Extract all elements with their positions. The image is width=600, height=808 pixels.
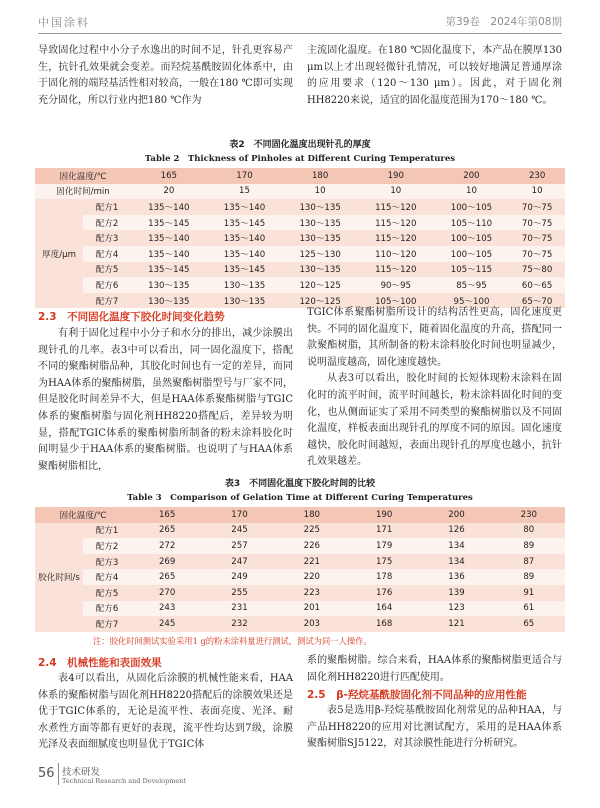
table-header-row [35, 168, 565, 184]
table-cell: 10 [509, 184, 565, 200]
formula-name: 配方1 [83, 523, 131, 539]
table-cell: 272 [131, 538, 203, 554]
formula-name: 配方3 [83, 230, 131, 246]
formula-name: 配方4 [83, 246, 131, 262]
table-cell: 134 [420, 554, 492, 570]
table-cell: 220 [276, 569, 348, 585]
table-cell: 179 [348, 538, 420, 554]
table-cell: 75～80 [509, 262, 565, 278]
table-cell: 175 [348, 554, 420, 570]
table-cell: 105～110 [434, 215, 510, 231]
table-cell: 135～145 [131, 215, 207, 231]
section-2-3-left-text: 有利于固化过程中小分子和水分的排出，减少涂膜出现针孔的几率。表3中可以看出，同一固化温度下，搭配不同的聚酯树脂品种，其胶化时间也有一定的差异，而同为HAA体系的聚酯树脂，虽然聚酯树脂型号与厂家不同，但是胶化时间差异不大，但是HAA体系聚酯树脂与TGIC体系的聚酯树脂与固化剂HH8220搭配后，差异较为明显，搭配TGIC体系的聚酯树脂所制备的粉末涂料胶化时间明显少于HAA体系的聚酯树脂。也说明了与HAA体系聚酯树脂相比， [38, 328, 293, 472]
table-cell: 115～120 [358, 230, 434, 246]
table-cell: 130～135 [282, 199, 358, 215]
table-cell: 135～140 [207, 230, 283, 246]
table-cell: 10 [282, 184, 358, 200]
table2 [35, 168, 565, 308]
table-cell: 226 [276, 538, 348, 554]
table-cell: 135～140 [131, 199, 207, 215]
table-cell: 171 [348, 523, 420, 539]
table3-block [35, 476, 565, 647]
table-row [35, 246, 565, 262]
table-cell: 70～75 [509, 215, 565, 231]
table-row [35, 184, 565, 200]
table-cell: 269 [131, 554, 203, 570]
table-cell: 126 [420, 523, 492, 539]
table3-note: 注：胶化时间测试实验采用1 g的粉末涂料量进行测试，测试为同一人操作。 [93, 635, 372, 646]
table-cell: 130～135 [207, 277, 283, 293]
table-header-row [35, 507, 565, 523]
table-cell: 243 [131, 601, 203, 617]
table-row [35, 215, 565, 231]
table-cell: 257 [203, 538, 275, 554]
formula-name: 配方1 [83, 199, 131, 215]
header-temp: 230 [509, 168, 565, 184]
issue-info: 第39卷 2024年第08期 [445, 16, 562, 28]
table-row [35, 523, 565, 539]
table-row [35, 230, 565, 246]
table-row [35, 538, 565, 554]
top-left-paragraph: 导致固化过程中小分子水逸出的时间不足，针孔更容易产生，抗针孔效果就会变差。而羟烷基酰胺固化体系中，由于固化剂的端羟基活性相对较高，一般在180 ℃即可实现充分固化，所以行业内把180 ℃作为 [38, 45, 293, 106]
table2-caption-en: Table 2 Thickness of Pinholes at Different Curing Temperatures [144, 154, 456, 164]
table-cell: 135～140 [131, 246, 207, 262]
table-cell: 65～70 [509, 293, 565, 309]
header-temp: 170 [203, 507, 275, 523]
table-cell: 121 [420, 616, 492, 632]
table-cell: 115～120 [358, 199, 434, 215]
table-cell: 120～125 [282, 293, 358, 309]
table-cell: 135～140 [131, 230, 207, 246]
header-temp: 165 [131, 168, 207, 184]
table2-block [35, 137, 565, 308]
footer-section-en: Technical Research and Development [62, 777, 187, 785]
section-2-5-text: 表5是选用β-羟烷基酰胺固化剂常见的品种HAA，与产品HH8220的应用对比测试配方，采用的是HAA体系聚酯树脂SJ5122，对其涂膜性能进行分析研究。 [307, 705, 562, 750]
formula-name: 配方5 [83, 585, 131, 601]
section-2-5-title: 2.5 β-羟烷基酰胺固化剂不同品种的应用性能 [307, 689, 527, 701]
table-cell: 80 [493, 523, 565, 539]
header-divider [38, 33, 562, 34]
formula-name: 配方5 [83, 262, 131, 278]
table-cell: 255 [203, 585, 275, 601]
table-cell: 231 [203, 601, 275, 617]
table-cell: 134 [420, 538, 492, 554]
table-cell: 168 [348, 616, 420, 632]
table-cell: 15 [207, 184, 283, 200]
table-cell: 115～120 [358, 262, 434, 278]
table-cell: 130～135 [282, 262, 358, 278]
table-cell: 105～100 [358, 293, 434, 309]
table-row [35, 554, 565, 570]
section-2-3-title: 2.3 不同固化温度下胶化时间变化趋势 [38, 311, 225, 323]
table-cell: 123 [420, 601, 492, 617]
table-row [35, 569, 565, 585]
section-2-4-title: 2.4 机械性能和表面效果 [38, 657, 162, 669]
formula-name: 配方6 [83, 277, 131, 293]
table-cell: 232 [203, 616, 275, 632]
table3-caption-en: Table 3 Comparison of Gelation Time at Different Curing Temperatures [127, 493, 473, 503]
table-cell: 135～145 [207, 262, 283, 278]
table-cell: 176 [348, 585, 420, 601]
table-cell: 95～100 [434, 293, 510, 309]
table3 [35, 507, 565, 632]
table-cell: 91 [493, 585, 565, 601]
formula-name: 配方6 [83, 601, 131, 617]
table-cell: 130～135 [282, 230, 358, 246]
formula-name: 配方4 [83, 569, 131, 585]
table-cell: 245 [203, 523, 275, 539]
header-label: 固化温度/℃ [35, 168, 131, 184]
table-cell: 90～95 [358, 277, 434, 293]
table-row [35, 277, 565, 293]
table-cell: 265 [131, 523, 203, 539]
section-2-4-left-text: 表4可以看出，从固化后涂膜的机械性能来看，HAA体系的聚酯树脂与固化剂HH8220搭配后的涂膜效果还是优于TGIC体系的，无论是流平性、表面亮度、光泽、耐水煮性方面等都有更好的表现，流平性均达到7级，涂膜光泽及表面细腻度也明显优于TGIC体 [38, 673, 293, 751]
table-cell: 89 [493, 538, 565, 554]
table-cell: 130～135 [131, 293, 207, 309]
table-cell: 270 [131, 585, 203, 601]
table-cell: 61 [493, 601, 565, 617]
table-cell: 203 [276, 616, 348, 632]
table-cell: 65 [493, 616, 565, 632]
table-cell: 164 [348, 601, 420, 617]
footer-divider [58, 763, 59, 785]
formula-name: 配方3 [83, 554, 131, 570]
header-temp: 180 [276, 507, 348, 523]
header-temp: 165 [131, 507, 203, 523]
group-label: 胶化时间/s [35, 523, 83, 632]
table-cell: 120～125 [282, 277, 358, 293]
table-cell: 89 [493, 569, 565, 585]
table-cell: 70～75 [509, 199, 565, 215]
table-cell: 130～135 [282, 215, 358, 231]
table-cell: 20 [131, 184, 207, 200]
table-cell: 247 [203, 554, 275, 570]
table-cell: 130～135 [131, 277, 207, 293]
table-cell: 70～75 [509, 246, 565, 262]
table-cell: 178 [348, 569, 420, 585]
row-label: 固化时间/min [35, 184, 131, 200]
table-cell: 223 [276, 585, 348, 601]
header-temp: 170 [207, 168, 283, 184]
table-cell: 135～145 [207, 215, 283, 231]
header-temp: 190 [348, 507, 420, 523]
journal-name: 中国涂料 [38, 16, 90, 29]
table-cell: 87 [493, 554, 565, 570]
table-cell: 201 [276, 601, 348, 617]
formula-name: 配方2 [83, 538, 131, 554]
header-temp: 180 [282, 168, 358, 184]
header-temp: 200 [420, 507, 492, 523]
top-right-paragraph: 主流固化温度。在180 ℃固化温度下，本产品在膜厚130 μm以上才出现轻微针孔情况，可以较好地满足普通厚涂的应用要求（120～130 μm）。因此，对于固化剂HH8220来说，适宜的固化温度范围为170～180 ℃。 [307, 45, 562, 106]
formula-name: 配方7 [83, 616, 131, 632]
table-cell: 130～135 [207, 293, 283, 309]
header-temp: 230 [493, 507, 565, 523]
table-cell: 221 [276, 554, 348, 570]
table-cell: 136 [420, 569, 492, 585]
page-number: 56 [38, 766, 55, 781]
table-cell: 249 [203, 569, 275, 585]
table-cell: 265 [131, 569, 203, 585]
table-row [35, 601, 565, 617]
table-cell: 245 [131, 616, 203, 632]
table-cell: 100～105 [434, 246, 510, 262]
table-cell: 135～145 [131, 262, 207, 278]
section-2-4-right-text: 系的聚酯树脂。综合来看，HAA体系的聚酯树脂更适合与固化剂HH8220进行匹配使用。 [307, 655, 562, 683]
section-2-3-right-text: TGIC体系聚酯树脂所设计的结构活性更高，固化速度更快。不同的固化温度下，随着固化温度的升高，搭配同一款聚酯树脂，其所制备的粉末涂料胶化时间也明显减少，说明温度越高，固化速度越快。 从表3可以看出，胶化时间的长短体现粉末涂料在固化时的流平时间，流平时间越长，粉末涂料固化时间的变化，也从侧面证实了采用不同类型的聚酯树脂以及不同固化温度，样板表面出现针孔的厚度不同的原因。固化速度越快，胶化时间越短，表面出现针孔的厚度也越小，抗针孔效果越差。 [307, 307, 562, 468]
table-cell: 225 [276, 523, 348, 539]
header-temp: 200 [434, 168, 510, 184]
footer-section-cn: 技术研发 [62, 767, 101, 778]
header-temp: 190 [358, 168, 434, 184]
table3-caption-cn: 表3 不同固化温度下胶化时间的比较 [224, 479, 376, 489]
table-cell: 60～65 [509, 277, 565, 293]
header-label: 固化温度/℃ [35, 507, 131, 523]
table-cell: 100～105 [434, 230, 510, 246]
formula-name: 配方2 [83, 215, 131, 231]
table-cell: 110～120 [358, 246, 434, 262]
table-cell: 135～140 [207, 246, 283, 262]
table-row [35, 262, 565, 278]
table-cell: 85～95 [434, 277, 510, 293]
table-cell: 139 [420, 585, 492, 601]
table-cell: 10 [434, 184, 510, 200]
table2-caption-cn: 表2 不同固化温度出现针孔的厚度 [229, 140, 371, 150]
table-cell: 70～75 [509, 230, 565, 246]
table-cell: 135～140 [207, 199, 283, 215]
table-cell: 105～115 [434, 262, 510, 278]
table-cell: 125～130 [282, 246, 358, 262]
table-row [35, 616, 565, 632]
table-row [35, 199, 565, 215]
table-cell: 100～105 [434, 199, 510, 215]
table-row [35, 585, 565, 601]
formula-name: 配方7 [83, 293, 131, 309]
table-cell: 10 [358, 184, 434, 200]
group-label: 厚度/μm [35, 199, 83, 308]
table-cell: 115～120 [358, 215, 434, 231]
